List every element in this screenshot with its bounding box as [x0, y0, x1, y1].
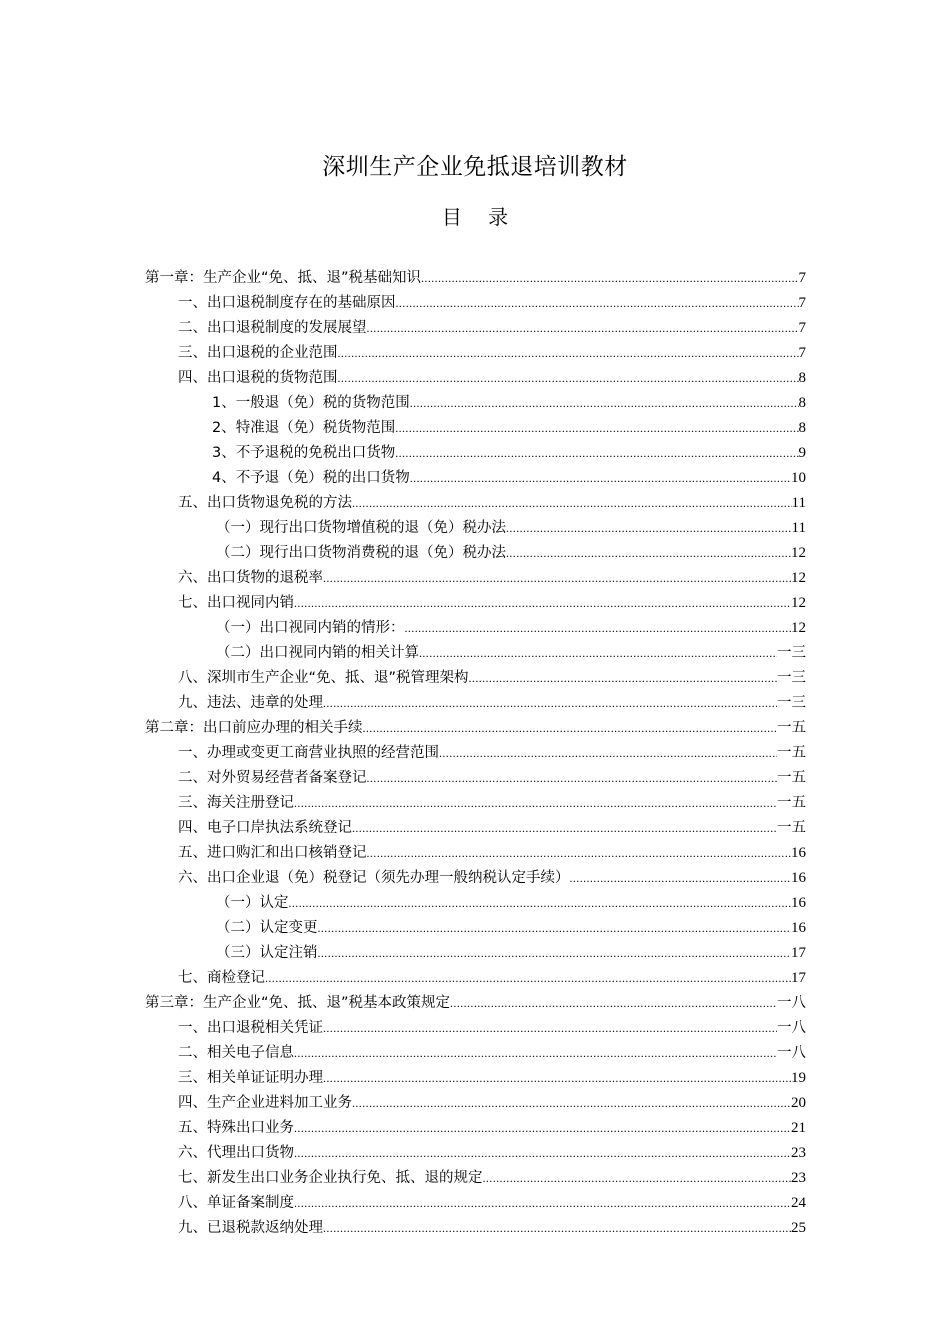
- toc-page-number: 9: [798, 445, 806, 461]
- toc-dot-leader: [294, 1116, 791, 1141]
- toc-dot-leader: [419, 641, 777, 666]
- toc-dot-leader: [318, 916, 792, 941]
- toc-entry[interactable]: [145, 716, 806, 741]
- toc-entry[interactable]: [145, 891, 806, 916]
- toc-entry-title: （三）认定注销: [216, 945, 318, 961]
- toc-entry-title: 五、进口购汇和出口核销登记: [178, 845, 367, 861]
- toc-entry-title: 二、对外贸易经营者备案登记: [178, 770, 367, 786]
- toc-entry[interactable]: [145, 866, 806, 891]
- toc-dot-leader: [367, 766, 778, 791]
- toc-page-number: 一三: [777, 645, 806, 661]
- toc-entry-title: （一）认定: [216, 895, 289, 911]
- toc-entry[interactable]: [145, 1141, 806, 1166]
- toc-page-number: 11: [791, 520, 806, 536]
- toc-page-number: 24: [791, 1195, 806, 1211]
- toc-entry-title: 1、一般退（免）税的货物范围: [212, 395, 410, 411]
- toc-entry[interactable]: [145, 366, 806, 391]
- toc-page-number: 一五: [777, 745, 806, 761]
- toc-entry-title: 第二章：出口前应办理的相关手续: [145, 720, 363, 736]
- toc-entry[interactable]: [145, 991, 806, 1016]
- toc-heading: 目 录: [441, 205, 509, 229]
- toc-entry[interactable]: [145, 1091, 806, 1116]
- toc-entry[interactable]: [145, 1066, 806, 1091]
- toc-page-number: 23: [791, 1145, 806, 1161]
- toc-page-number: 11: [791, 495, 806, 511]
- toc-dot-leader: [323, 1216, 791, 1241]
- toc-dot-leader: [294, 1041, 777, 1066]
- toc-entry[interactable]: [145, 691, 806, 716]
- toc-dot-leader: [323, 1066, 791, 1091]
- toc-page-number: 10: [791, 470, 806, 486]
- toc-entry[interactable]: [145, 616, 806, 641]
- toc-entry[interactable]: [145, 441, 806, 466]
- toc-entry[interactable]: [145, 466, 806, 491]
- toc-dot-leader: [323, 691, 777, 716]
- toc-dot-leader: [289, 891, 792, 916]
- toc-page-number: 12: [791, 595, 806, 611]
- toc-entry-title: 2、特准退（免）税货物范围: [212, 420, 396, 436]
- toc-entry-title: 五、出口货物退免税的方法: [178, 495, 352, 511]
- toc-page-number: 一八: [777, 1045, 806, 1061]
- toc-page-number: 7: [798, 345, 806, 361]
- toc-entry[interactable]: [145, 666, 806, 691]
- toc-page-number: 17: [791, 945, 806, 961]
- toc-entry[interactable]: [145, 266, 806, 291]
- toc-entry[interactable]: [145, 291, 806, 316]
- toc-dot-leader: [439, 741, 777, 766]
- toc-page-number: 8: [798, 420, 806, 436]
- toc-dot-leader: [367, 316, 799, 341]
- toc-dot-leader: [506, 516, 792, 541]
- toc-entry-title: 六、出口企业退（免）税登记（须先办理一般纳税认定手续）: [178, 870, 570, 886]
- toc-entry-title: 3、不予退税的免税出口货物: [212, 445, 396, 461]
- toc-dot-leader: [421, 266, 798, 291]
- toc-entry-title: 八、单证备案制度: [178, 1195, 294, 1211]
- toc-entry-title: 三、出口退税的企业范围: [178, 345, 338, 361]
- toc-entry[interactable]: [145, 566, 806, 591]
- toc-page-number: 12: [791, 570, 806, 586]
- toc-page-number: 7: [798, 295, 806, 311]
- toc-entry[interactable]: [145, 966, 806, 991]
- toc-dot-leader: [323, 566, 791, 591]
- toc-dot-leader: [265, 966, 791, 991]
- toc-entry-title: 八、深圳市生产企业“免、抵、退”税管理架构: [178, 670, 469, 686]
- toc-entry[interactable]: [145, 391, 806, 416]
- toc-dot-leader: [396, 291, 799, 316]
- toc-entry-title: 第三章：生产企业“免、抵、退”税基本政策规定: [145, 995, 451, 1011]
- toc-entry[interactable]: [145, 1216, 806, 1241]
- toc-page-number: 21: [791, 1120, 806, 1136]
- toc-entry-title: 三、相关单证证明办理: [178, 1070, 323, 1086]
- toc-entry-title: 二、出口退税制度的发展展望: [178, 320, 367, 336]
- toc-entry[interactable]: [145, 766, 806, 791]
- toc-entry[interactable]: [145, 916, 806, 941]
- toc-page-number: 8: [798, 370, 806, 386]
- toc-entry-title: 三、海关注册登记: [178, 795, 294, 811]
- toc-entry-title: 七、出口视同内销: [178, 595, 294, 611]
- toc-entry[interactable]: [145, 816, 806, 841]
- toc-page-number: 一五: [777, 795, 806, 811]
- toc-dot-leader: [294, 1191, 791, 1216]
- toc-entry[interactable]: [145, 791, 806, 816]
- toc-entry-title: 六、代理出口货物: [178, 1145, 294, 1161]
- toc-entry-title: （二）出口视同内销的相关计算: [216, 645, 419, 661]
- toc-entry[interactable]: [145, 1116, 806, 1141]
- toc-entry-title: （二）现行出口货物消费税的退（免）税办法: [216, 545, 506, 561]
- toc-dot-leader: [405, 616, 792, 641]
- toc-dot-leader: [294, 1141, 791, 1166]
- toc-dot-leader: [450, 991, 777, 1016]
- toc-page-number: 7: [798, 270, 806, 286]
- toc-entry[interactable]: [145, 516, 806, 541]
- toc-entry-title: 一、出口退税制度存在的基础原因: [178, 295, 396, 311]
- toc-dot-leader: [338, 366, 799, 391]
- toc-entry[interactable]: [145, 1016, 806, 1041]
- toc-page-number: 17: [791, 970, 806, 986]
- toc-page-number: 一五: [777, 720, 806, 736]
- toc-dot-leader: [410, 466, 791, 491]
- toc-page-number: 16: [791, 895, 806, 911]
- toc-dot-leader: [363, 716, 778, 741]
- toc-dot-leader: [318, 941, 792, 966]
- toc-entry[interactable]: [145, 491, 806, 516]
- toc-page-number: 16: [791, 845, 806, 861]
- toc-page-number: 12: [791, 620, 806, 636]
- document-title: 深圳生产企业免抵退培训教材: [322, 154, 628, 180]
- toc-dot-leader: [294, 591, 791, 616]
- toc-entry[interactable]: [145, 341, 806, 366]
- toc-entry-title: （一）现行出口货物增值税的退（免）税办法: [216, 520, 506, 536]
- toc-dot-leader: [294, 791, 777, 816]
- toc-entry[interactable]: [145, 841, 806, 866]
- toc-dot-leader: [352, 816, 777, 841]
- toc-entry-title: 七、新发生出口业务企业执行免、抵、退的规定: [178, 1170, 483, 1186]
- toc-entry[interactable]: [145, 316, 806, 341]
- toc-entry[interactable]: [145, 1041, 806, 1066]
- toc-dot-leader: [410, 391, 799, 416]
- toc-page-number: 12: [791, 545, 806, 561]
- toc-entry-title: （二）认定变更: [216, 920, 318, 936]
- toc-entry[interactable]: [145, 541, 806, 566]
- toc-entry-title: 二、相关电子信息: [178, 1045, 294, 1061]
- toc-dot-leader: [323, 1016, 777, 1041]
- toc-dot-leader: [338, 341, 799, 366]
- toc-page-number: 19: [791, 1070, 806, 1086]
- toc-entry-title: 四、生产企业进料加工业务: [178, 1095, 352, 1111]
- toc-entry[interactable]: [145, 941, 806, 966]
- toc-entry-title: 九、已退税款返纳处理: [178, 1220, 323, 1236]
- toc-dot-leader: [395, 416, 798, 441]
- toc-page-number: 一三: [777, 695, 806, 711]
- toc-entry-title: 第一章：生产企业“免、抵、退”税基础知识: [145, 270, 422, 286]
- toc-entry[interactable]: [145, 741, 806, 766]
- toc-page-number: 23: [791, 1170, 806, 1186]
- toc-page-number: 16: [791, 870, 806, 886]
- toc-dot-leader: [352, 1091, 791, 1116]
- toc-dot-leader: [352, 491, 792, 516]
- toc-page-number: 16: [791, 920, 806, 936]
- toc-entry-title: 六、出口货物的退税率: [178, 570, 323, 586]
- toc-entry-title: 4、不予退（免）税的出口货物: [212, 470, 410, 486]
- toc-page-number: 一五: [777, 820, 806, 836]
- toc-entry-title: 四、出口退税的货物范围: [178, 370, 338, 386]
- toc-entry-title: 五、特殊出口业务: [178, 1120, 294, 1136]
- toc-entry-title: 一、出口退税相关凭证: [178, 1020, 323, 1036]
- toc-page-number: 一八: [777, 995, 806, 1011]
- toc-dot-leader: [469, 666, 777, 691]
- toc-dot-leader: [570, 866, 792, 891]
- toc-page-number: 8: [798, 395, 806, 411]
- toc-dot-leader: [506, 541, 791, 566]
- table-of-contents: [145, 266, 806, 1241]
- toc-page-number: 20: [791, 1095, 806, 1111]
- toc-entry[interactable]: [145, 641, 806, 666]
- toc-page-number: 一五: [777, 770, 806, 786]
- toc-page-number: 一八: [777, 1020, 806, 1036]
- toc-entry-title: 九、违法、违章的处理: [178, 695, 323, 711]
- toc-entry[interactable]: [145, 416, 806, 441]
- toc-entry[interactable]: [145, 591, 806, 616]
- toc-dot-leader: [483, 1166, 792, 1191]
- toc-page-number: 25: [791, 1220, 806, 1236]
- toc-page-number: 7: [798, 320, 806, 336]
- toc-entry[interactable]: [145, 1166, 806, 1191]
- toc-dot-leader: [367, 841, 792, 866]
- toc-entry-title: 七、商检登记: [178, 970, 265, 986]
- toc-dot-leader: [395, 441, 798, 466]
- toc-entry-title: 一、办理或变更工商营业执照的经营范围: [178, 745, 439, 761]
- toc-entry[interactable]: [145, 1191, 806, 1216]
- toc-entry-title: （一）出口视同内销的情形：: [216, 620, 405, 636]
- toc-entry-title: 四、电子口岸执法系统登记: [178, 820, 352, 836]
- toc-page-number: 一三: [777, 670, 806, 686]
